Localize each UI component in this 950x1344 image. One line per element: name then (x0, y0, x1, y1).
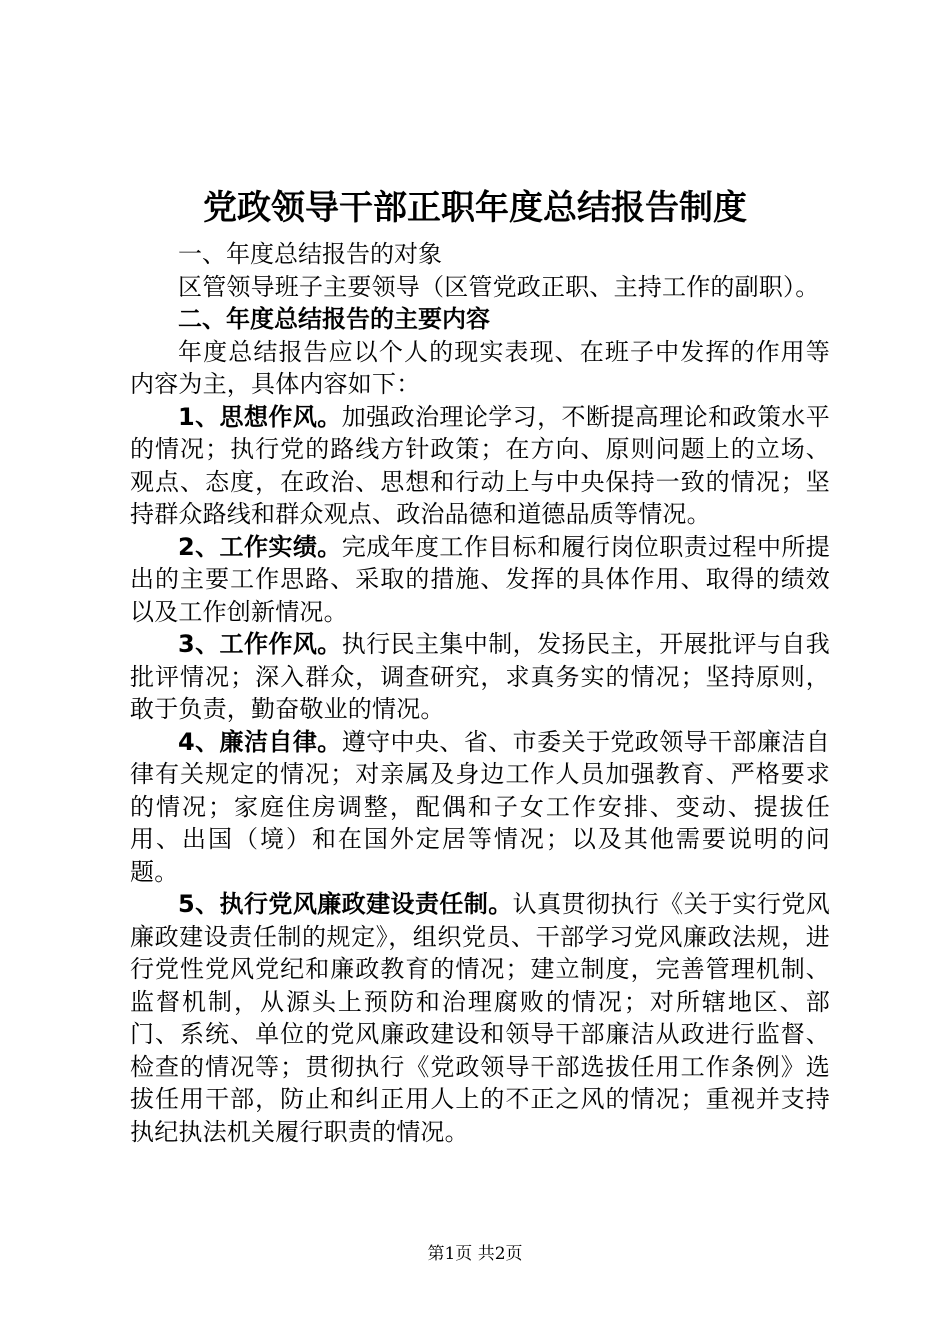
content-item-3 (130, 628, 830, 726)
content-item-4 (130, 726, 830, 889)
content-item-1-text: 加强政治理论学习，不断提高理论和政策水平的情况；执行党的路线方针政策；在方向、原则问题上的立场、观点、态度，在政治、思想和行动上与中央保持一致的情况；坚持群众路线和群众观点、政治品德和道德品质等情况。 (130, 402, 830, 528)
document-body (130, 238, 830, 1148)
content-item-2-lead: 2、工作实绩。 (178, 532, 342, 561)
section-2-intro: 年度总结报告应以个人的现实表现、在班子中发挥的作用等内容为主，具体内容如下： (130, 337, 830, 398)
content-item-4-lead: 4、廉洁自律。 (178, 727, 342, 756)
content-item-3-lead: 3、工作作风。 (178, 630, 342, 658)
page-number-footer: 第1页 共2页 (427, 1244, 523, 1264)
content-item-5-lead: 5、执行党风廉政建设责任制。 (178, 890, 513, 918)
section-heading-2: 二、年度总结报告的主要内容 (178, 305, 490, 333)
section-heading-1: 一、年度总结报告的对象 (178, 240, 442, 268)
content-item-1-lead: 1、思想作风。 (178, 402, 342, 431)
content-item-4-text: 遵守中央、省、市委关于党政领导干部廉洁自律有关规定的情况；对亲属及身边工作人员加强教育、严格要求的情况；家庭住房调整，配偶和子女工作安排、变动、提拔任用、出国（境）和在国外定居等情况；以及其他需要说明的问题。 (130, 727, 830, 886)
section-1-text: 区管领导班子主要领导（区管党政正职、主持工作的副职）。 (178, 272, 820, 301)
content-item-5 (130, 888, 830, 1148)
document-title: 党政领导干部正职年度总结报告制度 (203, 188, 747, 228)
content-item-2 (130, 531, 830, 629)
content-item-1 (130, 401, 830, 531)
content-item-3-text: 执行民主集中制，发扬民主，开展批评与自我批评情况；深入群众，调查研究，求真务实的情况；坚持原则，敢于负责，勤奋敬业的情况。 (130, 630, 830, 723)
content-item-2-text: 完成年度工作目标和履行岗位职责过程中所提出的主要工作思路、采取的措施、发挥的具体作用、取得的绩效以及工作创新情况。 (130, 532, 830, 626)
content-item-5-text: 认真贯彻执行《关于实行党风廉政建设责任制的规定》，组织党员、干部学习党风廉政法规，进行党性党风党纪和廉政教育的情况；建立制度，完善管理机制、监督机制，从源头上预防和治理腐败的情况；对所辖地区、部门、系统、单位的党风廉政建设和领导干部廉洁从政进行监督、检查的情况等；贯彻执行《党政领导干部选拔任用工作条例》选拔任用干部，防止和纠正用人上的不正之风的情况；重视并支持执纪执法机关履行职责的情况。 (130, 890, 830, 1146)
